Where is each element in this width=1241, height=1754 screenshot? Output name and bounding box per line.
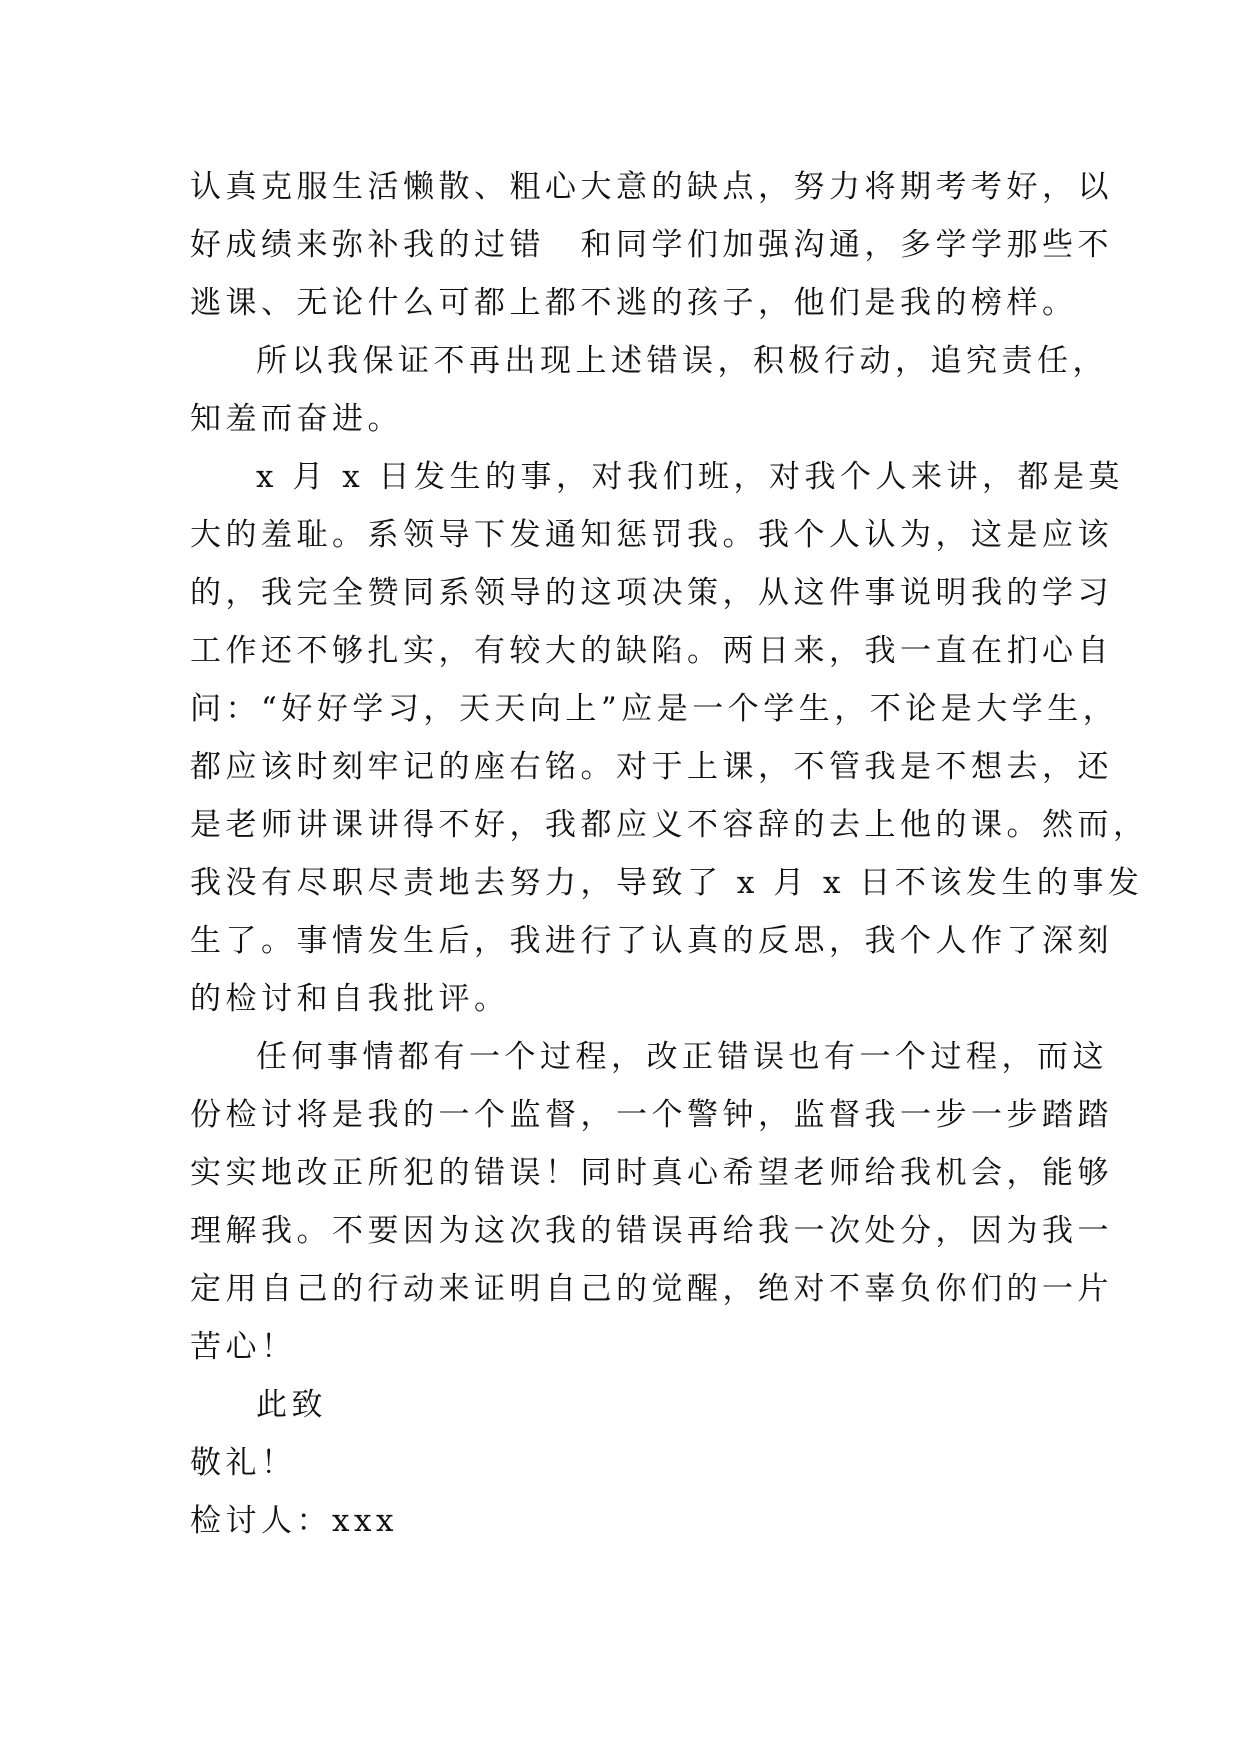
text-line: 的检讨和自我批评。 <box>190 981 510 1017</box>
paragraph-start-line: 任何事情都有一个过程，改正错误也有一个过程，而这 <box>256 1039 1108 1075</box>
text-line: 都应该时刻牢记的座右铭。对于上课，不管我是不想去，还 <box>190 749 1113 785</box>
text-line: 定用自己的行动来证明自己的觉醒，绝对不辜负你们的一片 <box>190 1271 1113 1307</box>
paragraph-start-line: 所以我保证不再出现上述错误，积极行动，追究责任， <box>256 343 1108 379</box>
signature-line: 检讨人：xxx <box>190 1503 398 1539</box>
closing-regards: 敬礼！ <box>190 1445 297 1481</box>
text-line: 实实地改正所犯的错误！同时真心希望老师给我机会，能够 <box>190 1155 1113 1191</box>
text-line: 认真克服生活懒散、粗心大意的缺点，努力将期考考好，以 <box>190 169 1113 205</box>
text-line: 理解我。不要因为这次我的错误再给我一次处分，因为我一 <box>190 1213 1113 1249</box>
text-line: 逃课、无论什么可都上都不逃的孩子，他们是我的榜样。 <box>190 285 1078 321</box>
text-line: 大的羞耻。系领导下发通知惩罚我。我个人认为，这是应该 <box>190 517 1113 553</box>
text-line: 生了。事情发生后，我进行了认真的反思，我个人作了深刻 <box>190 923 1113 959</box>
text-line: 的，我完全赞同系领导的这项决策，从这件事说明我的学习 <box>190 575 1113 611</box>
text-line: 份检讨将是我的一个监督，一个警钟，监督我一步一步踏踏 <box>190 1097 1113 1133</box>
text-line: 工作还不够扎实，有较大的缺陷。两日来，我一直在扪心自 <box>190 633 1113 669</box>
text-line: 我没有尽职尽责地去努力，导致了 x 月 x 日不该发生的事发 <box>190 865 1144 901</box>
text-line: 苦心！ <box>190 1329 297 1365</box>
paragraph-start-line: x 月 x 日发生的事，对我们班，对我个人来讲，都是莫 <box>256 459 1125 495</box>
closing-salutation: 此致 <box>256 1387 327 1423</box>
text-line: 是老师讲课讲得不好，我都应义不容辞的去上他的课。然而， <box>190 807 1149 843</box>
text-line: 好成绩来弥补我的过错 和同学们加强沟通，多学学那些不 <box>190 227 1113 263</box>
text-line: 问：“好好学习，天天向上”应是一个学生，不论是大学生， <box>190 691 1119 727</box>
document-body <box>190 158 1149 1550</box>
text-line: 知羞而奋进。 <box>190 401 403 437</box>
